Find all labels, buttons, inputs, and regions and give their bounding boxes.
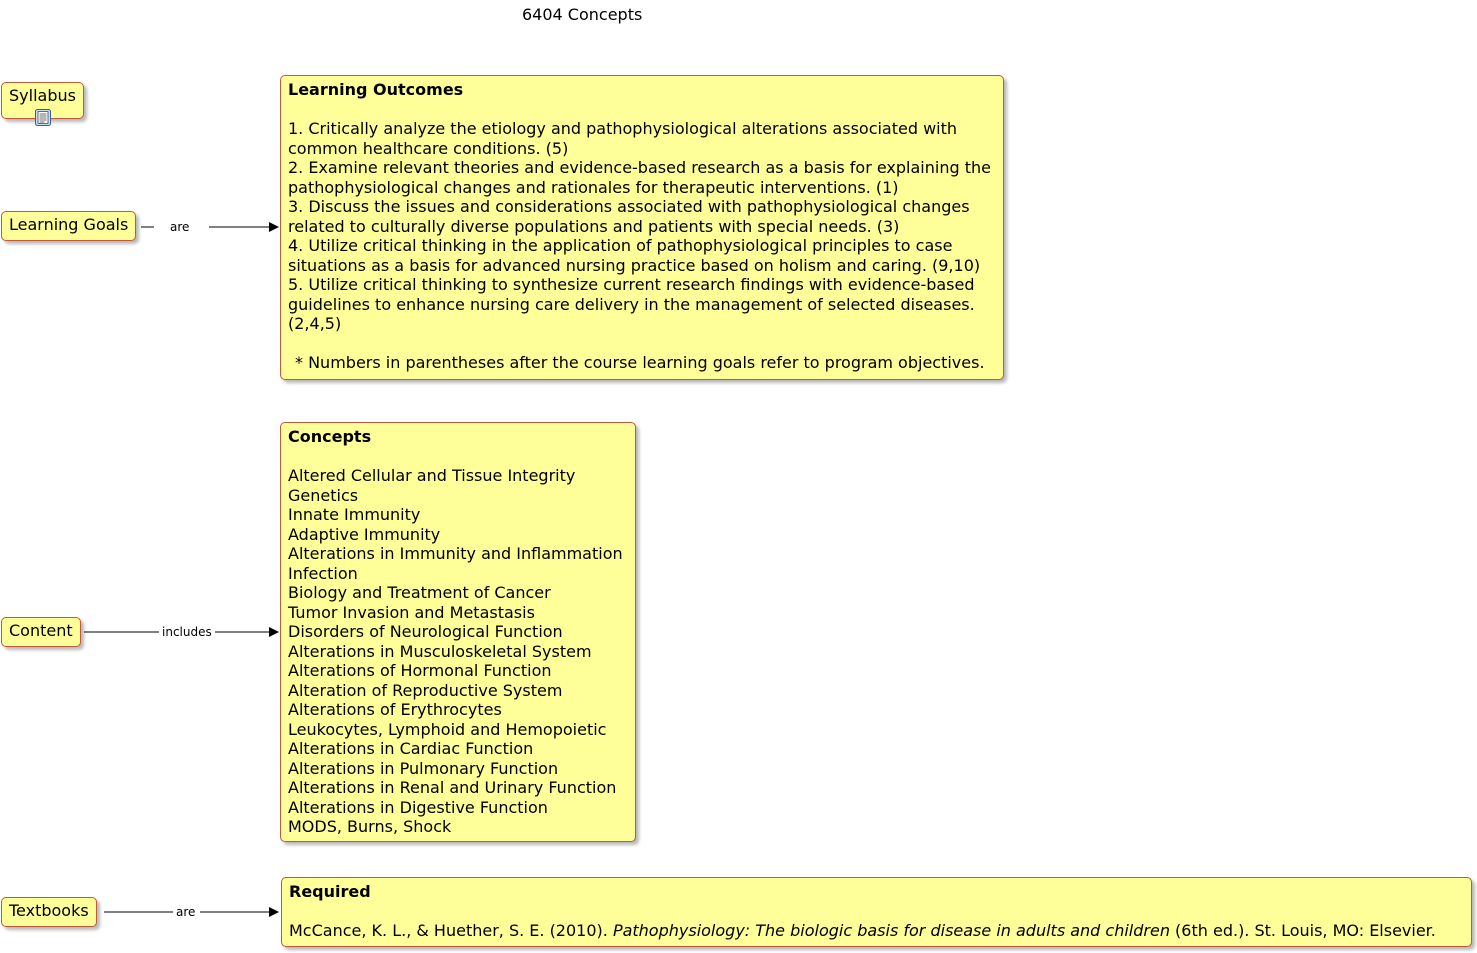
syllabus-label: Syllabus [9, 86, 76, 105]
concept-item: Infection [288, 563, 358, 583]
concept-item: Alterations in Digestive Function [288, 797, 548, 817]
textbooks-label: Textbooks [9, 901, 89, 920]
concept-item: Innate Immunity [288, 505, 421, 524]
learning-goals-link-label: are [166, 220, 193, 234]
concepts-heading: Concepts [288, 427, 372, 446]
learning-outcome-line: 5. Utilize critical thinking to synthesize current research findings with evidence-based [288, 275, 975, 294]
required-heading: Required [289, 882, 371, 901]
learning-goals-node[interactable] [1, 211, 136, 241]
learning-outcomes-heading: Learning Outcomes [288, 80, 464, 99]
concept-item: Alterations in Immunity and Inflammation [288, 544, 623, 563]
textbooks-node[interactable] [1, 897, 97, 927]
learning-outcomes-note: * Numbers in parentheses after the course learning goals refer to program objectives. [295, 353, 985, 372]
concept-item: Alteration of Reproductive System [288, 680, 563, 700]
concept-item: Genetics [288, 485, 359, 505]
concepts-list [288, 466, 628, 837]
document-icon[interactable] [35, 109, 51, 126]
content-node[interactable] [1, 617, 81, 647]
concept-item: Disorders of Neurological Function [288, 622, 563, 641]
textbooks-link-label: are [173, 905, 198, 919]
required-citation [289, 921, 1464, 941]
content-link-label: includes [159, 625, 215, 639]
learning-outcomes-list [288, 119, 996, 334]
learning-outcome-line: related to culturally diverse populations and patients with special needs. (3) [288, 216, 900, 236]
concept-item: Alterations of Hormonal Function [288, 661, 552, 680]
concept-item: Leukocytes, Lymphoid and Hemopoietic [288, 719, 607, 739]
concept-item: Alterations in Musculoskeletal System [288, 641, 592, 661]
learning-outcome-line: pathophysiological changes and rationales for therapeutic interventions. (1) [288, 177, 899, 197]
learning-outcome-line: 1. Critically analyze the etiology and pathophysiological alterations associated with [288, 119, 958, 138]
learning-outcomes-box[interactable] [280, 75, 1004, 380]
concept-item: Alterations in Pulmonary Function [288, 758, 559, 778]
concept-item: Alterations in Renal and Urinary Function [288, 778, 617, 797]
syllabus-node[interactable] [1, 82, 84, 119]
learning-outcome-line: 3. Discuss the issues and considerations associated with pathophysiological changes [288, 197, 970, 216]
concepts-box[interactable] [280, 422, 636, 842]
learning-outcome-line: 4. Utilize critical thinking in the application of pathophysiological principles to case [288, 236, 953, 255]
concept-item: MODS, Burns, Shock [288, 817, 452, 836]
learning-goals-label: Learning Goals [9, 215, 129, 234]
learning-outcome-line: 2. Examine relevant theories and evidence-based research as a basis for explaining the [288, 158, 991, 177]
content-label: Content [9, 621, 73, 640]
concept-item: Tumor Invasion and Metastasis [288, 602, 535, 622]
citation-publisher: (6th ed.). St. Louis, MO: Elsevier. [1169, 921, 1436, 940]
learning-outcome-line: situations as a basis for advanced nursing practice based on holism and caring. (9,10) [288, 255, 981, 275]
required-textbook-box[interactable] [281, 877, 1472, 947]
concept-item: Adaptive Immunity [288, 524, 441, 544]
citation-authors: McCance, K. L., & Huether, S. E. (2010). [289, 921, 613, 940]
learning-outcome-line: guidelines to enhance nursing care delivery in the management of selected diseases. [288, 294, 975, 314]
citation-title: Pathophysiology: The biologic basis for disease in adults and children [612, 921, 1170, 940]
map-title: 6404 Concepts [522, 5, 643, 24]
learning-outcome-line: common healthcare conditions. (5) [288, 138, 569, 158]
learning-outcome-line: (2,4,5) [288, 314, 342, 333]
concept-item: Biology and Treatment of Cancer [288, 583, 551, 602]
concept-item: Alterations of Erythrocytes [288, 700, 502, 719]
concept-item: Altered Cellular and Tissue Integrity [288, 466, 576, 485]
concept-item: Alterations in Cardiac Function [288, 739, 534, 758]
